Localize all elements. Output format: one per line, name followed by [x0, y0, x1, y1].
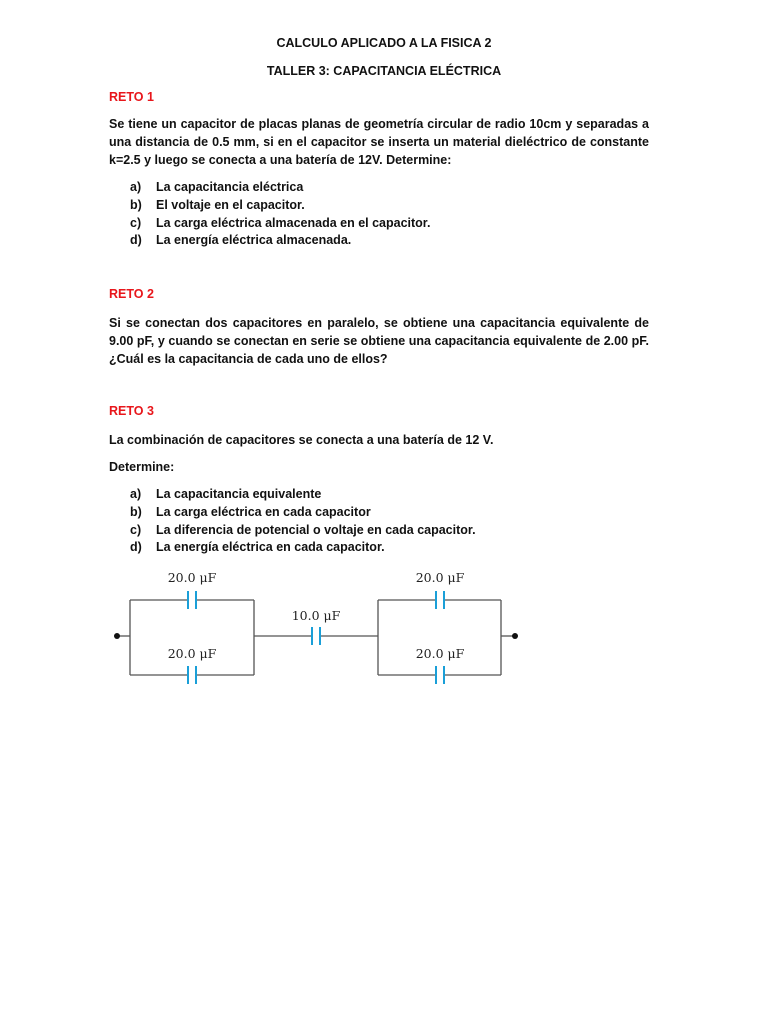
capacitor-left-bottom — [188, 666, 196, 684]
reto-1-statement: Se tiene un capacitor de placas planas de geometría circular de radio 10cm y separadas a una distancia de 0.5 mm, si en el capacitor se inserta un material dieléctrico de constante k=2.5 y luego se conecta a una batería de 12V. Determine: — [109, 117, 649, 167]
list-item: c) La carga eléctrica almacenada en el capacitor. — [130, 215, 431, 230]
list-item: a) La capacitancia equivalente — [130, 487, 322, 501]
label-right-top: 20.0 μF — [415, 570, 465, 585]
label-left-bottom: 20.0 μF — [167, 646, 217, 661]
list-item: b) La carga eléctrica en cada capacitor — [130, 504, 371, 519]
list-item: d) La energía eléctrica en cada capacitor. — [130, 540, 385, 555]
reto-2-statement: Si se conectan dos capacitores en paralelo, se obtiene una capacitancia equivalente de 9.00 pF, y cuando se conectan en serie se obtiene una capacitancia equivalente de 2.00 pF. ¿Cuál es la capacitancia de cada uno de ellos? — [109, 316, 649, 366]
course-title: CALCULO APLICADO A LA FISICA 2 — [276, 36, 492, 50]
reto-2-heading: RETO 2 — [109, 287, 154, 301]
reto-3-heading: RETO 3 — [109, 404, 154, 418]
terminal-left — [114, 633, 120, 639]
capacitor-right-top — [436, 591, 444, 609]
list-item: c) La diferencia de potencial o voltaje en cada capacitor. — [130, 522, 476, 537]
list-item: d) La energía eléctrica almacenada. — [130, 233, 352, 248]
terminal-right — [512, 633, 518, 639]
capacitor-circuit-diagram — [0, 560, 768, 690]
reto-3-determine: Determine: — [109, 460, 175, 474]
reto-1-list — [130, 179, 430, 250]
label-middle: 10.0 μF — [291, 608, 341, 623]
capacitor-middle — [312, 627, 320, 645]
label-left-top: 20.0 μF — [167, 570, 217, 585]
reto-3-list — [130, 486, 476, 557]
capacitor-right-bottom — [436, 666, 444, 684]
reto-1-heading: RETO 1 — [109, 90, 154, 104]
workshop-title: TALLER 3: CAPACITANCIA ELÉCTRICA — [266, 64, 502, 78]
capacitor-left-top — [188, 591, 196, 609]
list-item: b) El voltaje en el capacitor. — [130, 197, 305, 212]
reto-3-statement: La combinación de capacitores se conecta a una batería de 12 V. — [109, 433, 494, 447]
label-right-bottom: 20.0 μF — [415, 646, 465, 661]
list-item: a) La capacitancia eléctrica — [130, 180, 304, 194]
